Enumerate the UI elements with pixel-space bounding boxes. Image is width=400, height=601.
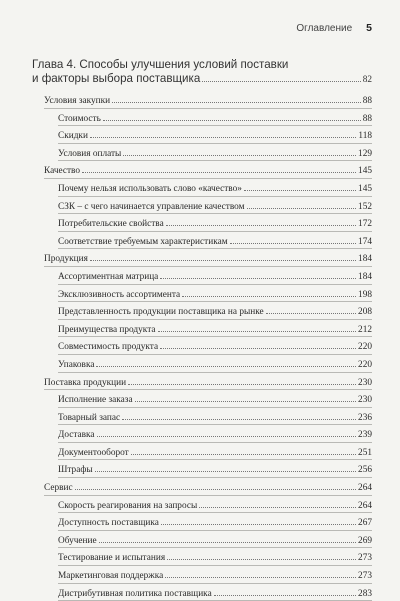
toc-subsection-entry [58, 337, 372, 355]
toc-subsection-entry [58, 460, 372, 478]
toc-entry-page: 129 [358, 148, 372, 159]
toc-entry-title: Доставка [58, 430, 95, 441]
toc-subsection-entry [58, 126, 372, 144]
toc-subsection-entry [58, 390, 372, 408]
dot-leader [75, 489, 356, 490]
dot-leader [161, 524, 356, 525]
toc-subsection-entry [58, 302, 372, 320]
dot-leader [131, 454, 356, 455]
toc-entry-page: 269 [358, 535, 372, 546]
toc-subsection-entry [58, 566, 372, 584]
dot-leader [160, 348, 356, 349]
toc-entry-page: 251 [358, 447, 372, 458]
toc-entry-page: 198 [358, 289, 372, 300]
dot-leader [122, 419, 356, 420]
toc-entry-title: Условия закупки [44, 96, 111, 106]
toc-entry-title: Поставка продукции [44, 377, 127, 388]
toc-subsection-entry [58, 425, 372, 443]
toc-entry-page: 230 [358, 395, 372, 406]
dot-leader [112, 102, 361, 103]
toc-entry-title: Преимущества продукта [58, 324, 156, 335]
toc-entry-title: Тестирование и испытания [58, 553, 166, 564]
toc-subsection-entry [58, 144, 372, 162]
toc-subsection-entry [58, 320, 372, 338]
toc-subsection-entry [58, 179, 372, 197]
dot-leader [90, 137, 356, 138]
toc-subsection-entry [58, 443, 372, 461]
toc-section-entry [44, 91, 372, 109]
toc-entry-title: Скидки [58, 131, 88, 142]
dot-leader [90, 260, 356, 261]
toc-entry-page: 212 [358, 324, 372, 335]
toc-entry-page: 220 [358, 342, 372, 353]
toc-subsection-entry [58, 584, 372, 601]
toc-entry-title: Представленность продукции поставщика на рынке [58, 307, 264, 318]
toc-entry-title: Штрафы [58, 465, 93, 476]
toc-entry-page: 174 [358, 236, 372, 247]
toc-section-entry [44, 373, 372, 391]
dot-leader [103, 120, 361, 121]
page-number: 5 [366, 22, 372, 34]
dot-leader [96, 366, 356, 367]
toc-subsection-entry [58, 197, 372, 215]
dot-leader [202, 81, 360, 82]
toc-entry-title: Ассортиментная матрица [58, 271, 159, 282]
toc-entry-page: 184 [358, 271, 372, 282]
dot-leader [123, 155, 356, 156]
toc-entry-title: Обучение [58, 535, 97, 546]
toc-entry-title: Эксклюзивность ассортимента [58, 289, 181, 300]
toc-entry-page: 283 [358, 588, 372, 599]
table-of-contents [32, 58, 372, 601]
toc-entry-title: Стоимость [58, 113, 101, 124]
toc-subsection-entry [58, 408, 372, 426]
toc-entry-title: Товарный запас [58, 412, 121, 423]
toc-entry-title: Скорость реагирования на запросы [58, 500, 198, 511]
toc-subsection-entry [58, 531, 372, 549]
dot-leader [247, 208, 357, 209]
toc-entry-title: Условия оплаты [58, 148, 122, 159]
dot-leader [230, 243, 356, 244]
dot-leader [135, 401, 356, 402]
toc-entry-page: 172 [358, 219, 372, 230]
toc-entry-page: 184 [358, 254, 372, 265]
toc-subsection-entry [58, 214, 372, 232]
toc-entry-title: Упаковка [58, 359, 95, 370]
dot-leader [99, 542, 356, 543]
toc-subsection-entry [58, 513, 372, 531]
toc-entry-page: 230 [358, 377, 372, 388]
toc-entry-page: 88 [362, 113, 372, 124]
toc-entry-page: 145 [358, 183, 372, 194]
toc-subsection-entry [58, 267, 372, 285]
toc-entry-title: Доступность поставщика [58, 518, 159, 529]
dot-leader [158, 331, 357, 332]
chapter-title-line1: Глава 4. Способы улучшения условий поставки [32, 58, 289, 71]
dot-leader [214, 595, 356, 596]
dot-leader [199, 507, 356, 508]
toc-subsection-entry [58, 548, 372, 566]
toc-section-entry [44, 161, 372, 179]
toc-entry-title: Документооборот [58, 447, 129, 458]
toc-section-entry [44, 478, 372, 496]
dot-leader [182, 296, 356, 297]
dot-leader [95, 471, 356, 472]
toc-subsection-entry [58, 109, 372, 127]
toc-entry-page: 256 [358, 465, 372, 476]
toc-entry-title: Дистрибутивная политика поставщика [58, 588, 212, 599]
dot-leader [82, 172, 356, 173]
toc-entry-title: Маркетинговая поддержка [58, 571, 164, 582]
toc-entry-page: 239 [358, 430, 372, 441]
toc-entry-page: 273 [358, 553, 372, 564]
toc-entry-title: Соответствие требуемым характеристикам [58, 236, 228, 247]
toc-entry-title: Почему нельзя использовать слово «качество» [58, 183, 242, 194]
toc-entry-page: 273 [358, 571, 372, 582]
dot-leader [160, 278, 356, 279]
toc-entry-page: 208 [358, 307, 372, 318]
dot-leader [167, 559, 356, 560]
dot-leader [165, 577, 356, 578]
running-head [296, 22, 372, 34]
running-head-section: Оглавление [296, 23, 353, 34]
dot-leader [97, 436, 357, 437]
dot-leader [128, 384, 356, 385]
dot-leader [244, 190, 356, 191]
toc-entry-title: Сервис [44, 483, 73, 494]
toc-subsection-entry [58, 285, 372, 303]
toc-entry-title: Совместимость продукта [58, 342, 159, 353]
dot-leader [166, 225, 356, 226]
toc-section-entry [44, 249, 372, 267]
chapter-heading [32, 58, 372, 87]
dot-leader [266, 313, 356, 314]
toc-entry-title: СЗК – с чего начинается управление качеством [58, 201, 245, 212]
toc-entries [32, 91, 372, 601]
toc-entry-title: Исполнение заказа [58, 395, 133, 406]
toc-entry-title: Продукция [44, 254, 88, 265]
toc-entry-page: 118 [358, 131, 372, 142]
toc-entry-page: 236 [358, 412, 372, 423]
toc-subsection-entry [58, 355, 372, 373]
toc-entry-title: Потребительские свойства [58, 219, 164, 230]
toc-entry-page: 152 [358, 201, 372, 212]
toc-entry-page: 220 [358, 359, 372, 370]
toc-entry-title: Качество [44, 166, 81, 177]
toc-entry-page: 145 [358, 166, 372, 177]
toc-entry-page: 88 [362, 96, 372, 106]
toc-subsection-entry [58, 232, 372, 250]
toc-entry-page: 264 [358, 500, 372, 511]
chapter-page-ref: 82 [362, 74, 372, 85]
toc-entry-page: 264 [358, 483, 372, 494]
chapter-title-line2: и факторы выбора поставщика [32, 71, 201, 85]
toc-subsection-entry [58, 496, 372, 514]
toc-entry-page: 267 [358, 518, 372, 529]
